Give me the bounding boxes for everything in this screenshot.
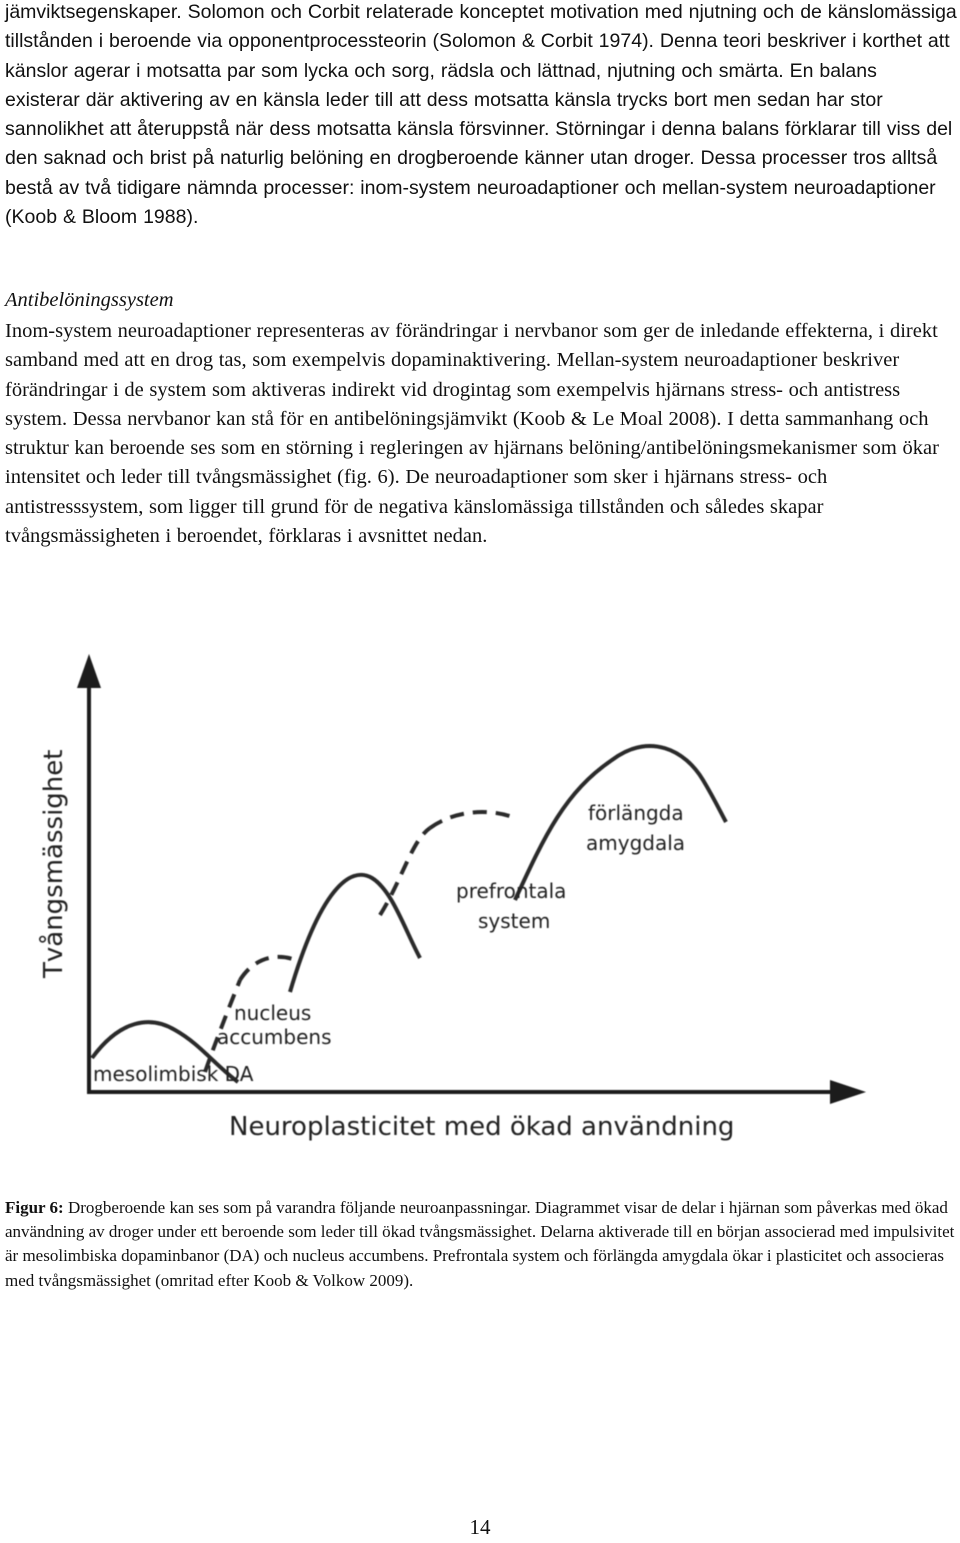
figure-6-diagram	[0, 640, 960, 1180]
section-paragraph: Inom-system neuroadaptioner representeras av förändringar i nervbanor som ger de inledande effekterna, i direkt samband med att en drog tas, som exempelvis dopaminaktivering. Mellan-system neuroadaptioner beskriver förändringar i de system som aktiveras indirekt vid drogintag som exempelvis hjärnans stress- och antistress system. Dessa nervbanor kan stå för en antibelöningsjämvikt (Koob & Le Moal 2008). I detta sammanhang och struktur kan beroende ses som en störning i regleringen av hjärnans belöning/antibelöningsmekanismer som ökar intensitet och leder till tvångsmässighet (fig. 6). De neuroadaptioner som sker i hjärnans stress- och antistresssystem, som ligger till grund för de negativa känslomässiga tillstånden och således skapar tvångsmässigheten i beroendet, förklaras i avsnittet nedan.	[5, 320, 939, 548]
curve-prefrontala	[290, 875, 420, 992]
y-axis-arrow	[77, 654, 101, 688]
figure-caption	[5, 1196, 955, 1293]
label-prefrontala-line2: system	[478, 909, 551, 933]
caption-text: Drogberoende kan ses som på varandra följande neuroanpassningar. Diagrammet visar de delar i hjärnan som påverkas med ökad användning av droger under ett beroende som leder till ökad tvångsmässighet. Delarna aktiverade till en början associerad med impulsivitet är mesolimbiska dopaminbanor (DA) och nucleus accumbens. Prefrontala system och förlängda amygdala ökar i plasticitet och associeras med tvångsmässighet (omritad efter Koob & Volkow 2009).	[5, 1198, 955, 1290]
y-axis-label: Tvångsmässighet	[39, 749, 69, 978]
curve-amygdala-top	[430, 812, 515, 828]
label-amygdala-line1: förlängda	[588, 801, 684, 825]
curve-amygdala-rise	[380, 828, 430, 915]
x-axis-label: Neuroplasticitet med ökad användning	[229, 1112, 735, 1142]
label-nucleus-line1: nucleus	[234, 1001, 312, 1025]
x-axis-arrow	[830, 1080, 866, 1104]
page-number: 14	[469, 1515, 491, 1539]
section-heading: Antibelöningssystem	[5, 289, 174, 311]
label-nucleus-line2: accumbens	[217, 1025, 332, 1049]
curve-nucleus-top	[240, 957, 300, 980]
label-amygdala-line2: amygdala	[586, 831, 686, 855]
label-prefrontala-line1: prefrontala	[456, 879, 567, 903]
label-mesolimbisk: mesolimbisk DA	[93, 1062, 254, 1086]
intro-paragraph: jämviktsegenskaper. Solomon och Corbit relaterade konceptet motivation med njutning och de känslomässiga tillstånden i beroende via opponentprocessteorin (Solomon & Corbit 1974). Denna teori beskriver i korthet att känslor agerar i motsatta par som lycka och sorg, rädsla och lättnad, njutning och smärta. En balans existerar där aktivering av en känsla leder till att dess motsatta känsla trycks bort men sedan har stor sannolikhet att återuppstå när dess motsatta känsla försvinner. Störningar i denna balans förklarar till viss del den saknad och brist på naturlig belöning en drogberoende känner utan droger. Dessa processer tros alltså bestå av två tidigare nämnda processer: inom-system neuroadaptioner och mellan-system neuroadaptioner (Koob & Bloom 1988).	[5, 1, 957, 229]
caption-prefix: Figur 6:	[5, 1198, 64, 1217]
